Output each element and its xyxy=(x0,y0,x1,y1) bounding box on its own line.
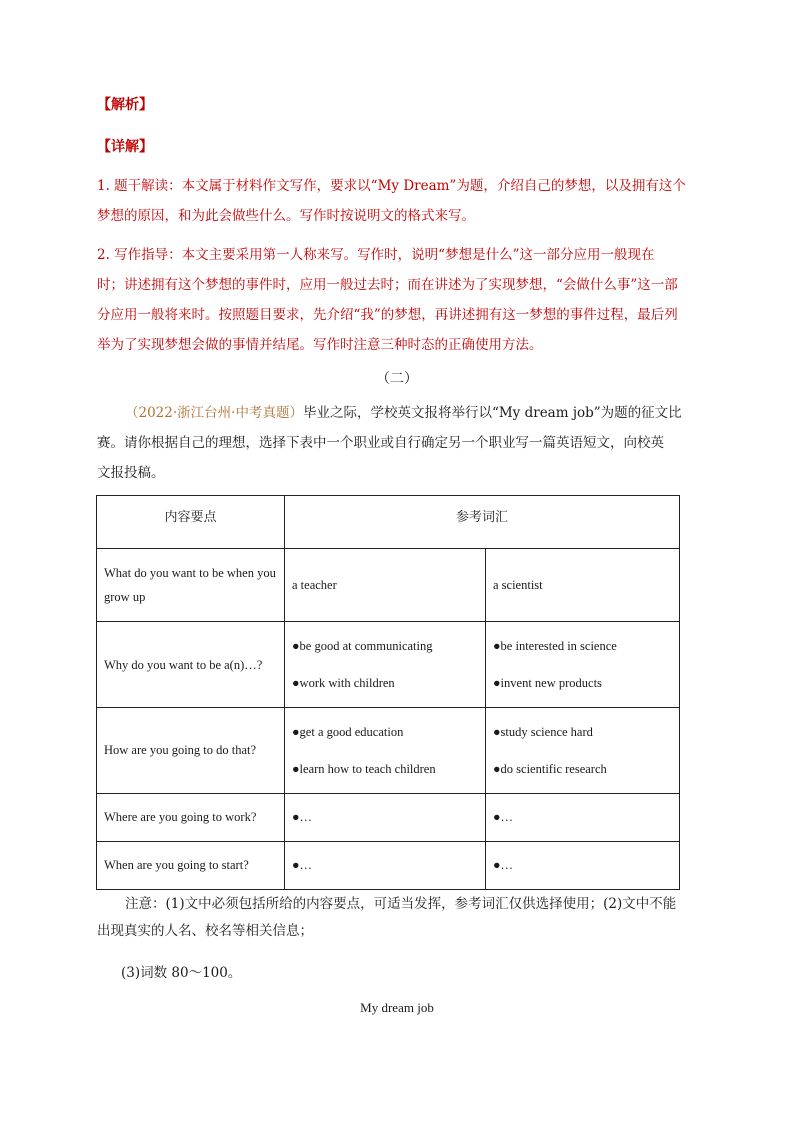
prompt-line-1 xyxy=(97,398,697,428)
option-line: ●be interested in science xyxy=(493,638,617,653)
point-2-line-3: 分应用一般将来时。按照题目要求，先介绍“我”的梦想，再讲述拥有这一梦想的事件过程，最后列 xyxy=(97,307,678,323)
row-option-a xyxy=(285,708,486,794)
table-row xyxy=(97,549,680,622)
option-line: ●work with children xyxy=(292,675,395,690)
row-option-a xyxy=(285,549,486,622)
essay-title: My dream job xyxy=(360,1000,434,1015)
option-line: a teacher xyxy=(292,577,337,592)
header-content-points: 内容要点 xyxy=(97,496,285,549)
option-line: ●be good at communicating xyxy=(292,638,433,653)
row-question: Why do you want to be a(n)…? xyxy=(97,622,285,708)
point-1-line-1: 1. 题干解读：本文属于材料作文写作，要求以“My Dream”为题，介绍自己的梦想，以及拥有这个 xyxy=(97,178,686,194)
point-2-line-2: 时；讲述拥有这个梦想的事件时，应用一般过去时；而在讲述为了实现梦想，“会做什么事”这一部 xyxy=(97,277,678,293)
prompt-line-1-text: 毕业之际，学校英文报将举行以“My dream job”为题的征文比 xyxy=(302,405,682,421)
row-option-b xyxy=(486,708,680,794)
prompt-line-2: 赛。请你根据自己的理想，选择下表中一个职业或自行确定另一个职业写一篇英语短文，向校英 xyxy=(97,435,664,451)
analysis-heading: 【解析】 xyxy=(97,97,153,113)
option-line: ●get a good education xyxy=(292,724,404,739)
option-line: ●… xyxy=(493,858,514,872)
row-option-a xyxy=(285,842,486,890)
row-option-b xyxy=(486,549,680,622)
row-question: Where are you going to work? xyxy=(97,794,285,842)
reference-table xyxy=(96,495,680,890)
table-row xyxy=(97,622,680,708)
table-row xyxy=(97,794,680,842)
option-line: ●do scientific research xyxy=(493,761,607,776)
option-line: ●… xyxy=(292,858,313,872)
option-line: a scientist xyxy=(493,577,543,592)
option-line: ●study science hard xyxy=(493,724,593,739)
point-2-line-4: 举为了实现梦想会做的事情并结尾。写作时注意三种时态的正确使用方法。 xyxy=(97,337,543,353)
prompt-source: （2022·浙江台州·中考真题） xyxy=(125,405,303,421)
option-line: ●invent new products xyxy=(493,675,602,690)
prompt-paragraph xyxy=(97,398,697,488)
row-question: How are you going to do that? xyxy=(97,708,285,794)
option-line: ●… xyxy=(292,810,313,824)
point-2-line-1: 2. 写作指导：本文主要采用第一人称来写。写作时，说明“梦想是什么”这一部分应用一般现在 xyxy=(97,247,655,263)
row-option-b xyxy=(486,622,680,708)
option-line: ●… xyxy=(493,810,514,824)
table-row xyxy=(97,708,680,794)
row-option-b xyxy=(486,794,680,842)
row-option-a xyxy=(285,622,486,708)
row-question: What do you want to be when you grow up xyxy=(97,549,285,622)
detail-heading: 【详解】 xyxy=(97,139,153,155)
point-2 xyxy=(97,240,697,360)
option-line: ●learn how to teach children xyxy=(292,761,436,776)
section-title: （二） xyxy=(376,371,418,387)
header-reference-vocab: 参考词汇 xyxy=(285,496,680,549)
prompt-line-3: 文报投稿。 xyxy=(97,465,165,481)
table-row xyxy=(97,842,680,890)
point-1 xyxy=(97,171,697,231)
row-option-a xyxy=(285,794,486,842)
row-question: When are you going to start? xyxy=(97,842,285,890)
point-1-line-2: 梦想的原因，和为此会做些什么。写作时按说明文的格式来写。 xyxy=(97,208,475,224)
notes-line-1: 注意：(1)文中必须包括所给的内容要点，可适当发挥，参考词汇仅供选择使用；(2)文中不能 xyxy=(125,896,677,912)
notes-line-2: 出现真实的人名、校名等相关信息； xyxy=(97,923,313,939)
notes-line-3: (3)词数 80～100。 xyxy=(121,965,242,981)
row-option-b xyxy=(486,842,680,890)
table-header-row xyxy=(97,496,680,549)
